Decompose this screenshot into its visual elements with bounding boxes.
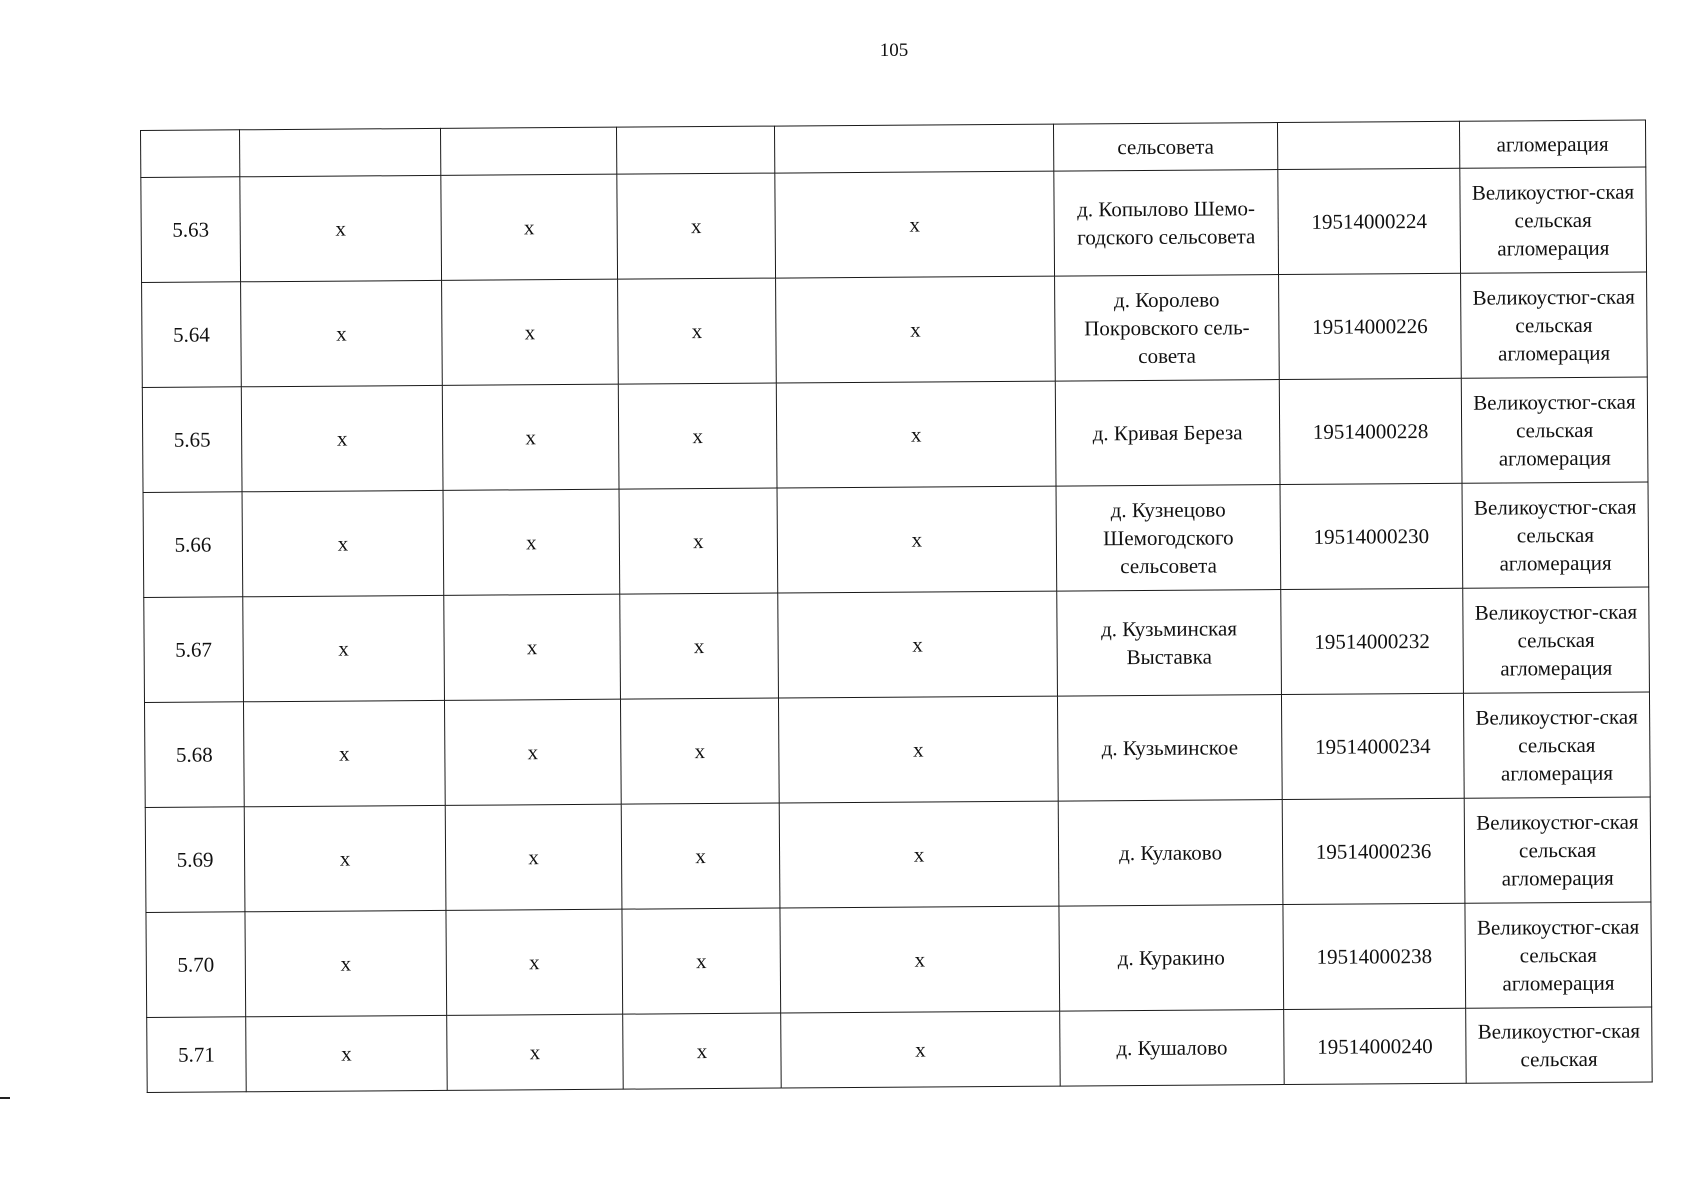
agglomeration-cell: Великоустюг-ская сельская агломерация	[1464, 797, 1651, 903]
row-number: 5.65	[142, 387, 242, 493]
row-number: 5.71	[147, 1017, 247, 1093]
code-cell: 19514000228	[1279, 378, 1462, 484]
placeholder-cell: x	[244, 805, 446, 911]
placeholder-cell: x	[617, 173, 776, 279]
code-cell: 19514000224	[1278, 168, 1461, 274]
agglomeration-cell: Великоустюг-ская сельская	[1466, 1007, 1653, 1083]
code-cell: 19514000236	[1282, 798, 1465, 904]
code-cell: 19514000238	[1283, 903, 1466, 1009]
placeholder-cell: x	[444, 594, 621, 700]
header-cell	[1277, 121, 1459, 169]
placeholder-cell: x	[778, 696, 1058, 803]
page-number: 105	[879, 40, 909, 61]
placeholder-cell: x	[780, 906, 1060, 1013]
placeholder-cell: x	[619, 488, 778, 594]
placeholder-cell: x	[779, 801, 1059, 908]
agglomeration-cell: Великоустюг-ская сельская агломерация	[1462, 482, 1649, 588]
header-cell-agglomeration: агломерация	[1459, 120, 1645, 168]
table-row	[142, 377, 1648, 493]
placeholder-cell: x	[618, 383, 777, 489]
margin-mark	[0, 1097, 10, 1099]
placeholder-cell: x	[620, 698, 779, 804]
placeholder-cell: x	[445, 804, 622, 910]
agglomeration-cell: Великоустюг-ская сельская агломерация	[1465, 902, 1652, 1008]
placeholder-cell: x	[776, 381, 1056, 488]
header-cell	[616, 126, 774, 174]
placeholder-cell: x	[241, 280, 443, 386]
locality-cell: д. Кузьминская Выставка	[1057, 590, 1282, 697]
placeholder-cell: x	[620, 593, 779, 699]
placeholder-cell: x	[243, 595, 445, 701]
placeholder-cell: x	[621, 803, 780, 909]
code-cell: 19514000232	[1281, 588, 1464, 694]
row-number: 5.64	[142, 282, 242, 388]
row-number: 5.70	[146, 912, 246, 1018]
header-cell	[141, 130, 240, 178]
placeholder-cell: x	[777, 486, 1057, 593]
placeholder-cell: x	[442, 279, 619, 385]
placeholder-cell: x	[245, 910, 447, 1016]
locality-cell: д. Кулаково	[1058, 800, 1283, 907]
agglomeration-cell: Великоустюг-ская сельская агломерация	[1461, 272, 1648, 378]
placeholder-cell: x	[240, 175, 442, 281]
placeholder-cell: x	[241, 385, 443, 491]
row-number: 5.66	[143, 492, 243, 598]
row-number: 5.63	[141, 177, 241, 283]
placeholder-cell: x	[622, 908, 781, 1014]
placeholder-cell: x	[776, 276, 1056, 383]
table-row	[146, 902, 1652, 1018]
placeholder-cell: x	[444, 699, 621, 805]
locality-cell: д. Королево Покровского сель-совета	[1055, 275, 1280, 382]
code-cell: 19514000230	[1280, 483, 1463, 589]
locality-cell: д. Куракино	[1059, 905, 1284, 1012]
placeholder-cell: x	[781, 1011, 1061, 1088]
locality-cell: д. Кривая Береза	[1055, 380, 1280, 487]
locality-cell: д. Кузьминское	[1057, 695, 1282, 802]
agglomeration-cell: Великоустюг-ская сельская агломерация	[1463, 587, 1650, 693]
placeholder-cell: x	[623, 1013, 782, 1089]
table-row	[142, 272, 1648, 388]
header-cell	[774, 124, 1053, 173]
placeholder-cell: x	[618, 278, 777, 384]
placeholder-cell: x	[443, 489, 620, 595]
placeholder-cell: x	[441, 174, 618, 280]
placeholder-cell: x	[447, 1014, 624, 1090]
table-row	[143, 482, 1649, 598]
header-cell-locality: сельсовета	[1053, 123, 1277, 172]
settlements-table	[140, 119, 1653, 1092]
placeholder-cell: x	[442, 384, 619, 490]
agglomeration-cell: Великоустюг-ская сельская агломерация	[1461, 377, 1648, 483]
locality-cell: д. Копылово Шемо-годского сельсовета	[1054, 170, 1279, 277]
table-row	[147, 1007, 1652, 1093]
placeholder-cell: x	[778, 591, 1058, 698]
row-number: 5.68	[144, 702, 244, 808]
code-cell: 19514000240	[1284, 1008, 1467, 1084]
placeholder-cell: x	[242, 490, 444, 596]
table-row	[144, 692, 1650, 808]
table-row	[145, 797, 1651, 913]
placeholder-cell: x	[246, 1015, 448, 1091]
header-cell	[240, 128, 441, 176]
agglomeration-cell: Великоустюг-ская сельская агломерация	[1463, 692, 1650, 798]
placeholder-cell: x	[775, 171, 1055, 278]
row-number: 5.67	[144, 597, 244, 703]
placeholder-cell: x	[446, 909, 623, 1015]
agglomeration-cell: Великоустюг-ская сельская агломерация	[1460, 167, 1647, 273]
locality-cell: д. Кузнецово Шемогодского сельсовета	[1056, 485, 1281, 592]
locality-cell: д. Кушалово	[1060, 1010, 1285, 1087]
placeholder-cell: x	[243, 700, 445, 806]
header-cell	[440, 127, 616, 175]
document-sheet	[140, 119, 1653, 1092]
table-row	[141, 167, 1647, 283]
table-row	[144, 587, 1650, 703]
row-number: 5.69	[145, 807, 245, 913]
code-cell: 19514000234	[1281, 693, 1464, 799]
code-cell: 19514000226	[1279, 273, 1462, 379]
